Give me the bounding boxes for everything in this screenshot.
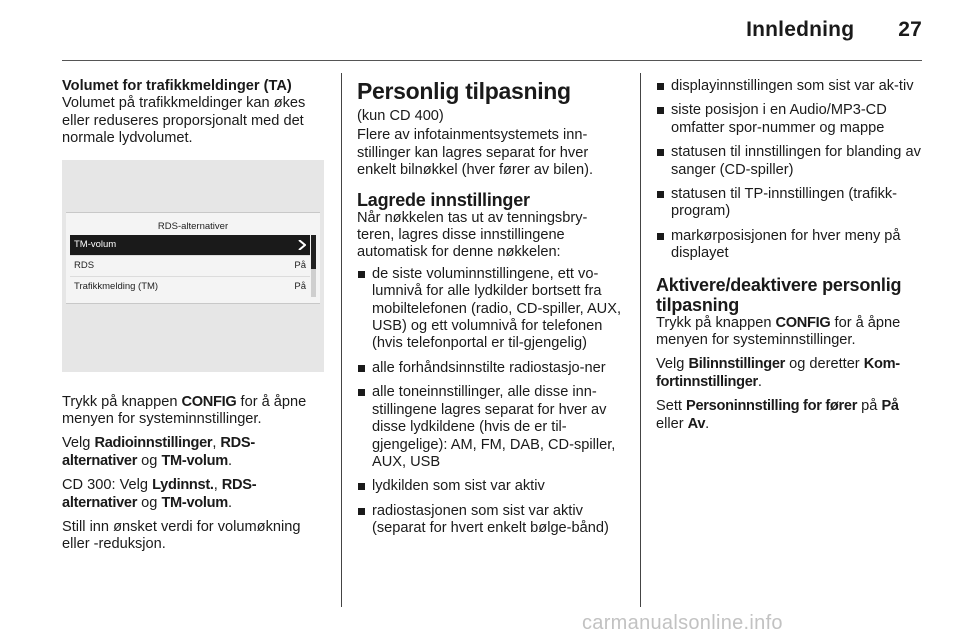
chevron-right-icon	[298, 235, 306, 255]
menu-row-tm-volume[interactable]	[70, 235, 310, 255]
page-header	[746, 18, 922, 42]
column-3	[656, 78, 922, 440]
column-2	[357, 78, 623, 545]
personalization-intro: Flere av infotainmentsystemets inn-stillinger kan lagres separat for hver enkelt bilnøkkel (hver fører av bilen).	[357, 127, 594, 179]
page-number: 27	[898, 18, 922, 41]
list-item: alle toneinnstillinger, alle disse inn-stillingene lagres separat for hver av disse lydkildene (hvis de er til-gjengelige): AM, FM, DAB, CD-spiller, AUX, USB	[357, 384, 623, 471]
rds-menu-title: RDS-alternativer	[157, 220, 229, 232]
menu-row-rds[interactable]	[70, 255, 310, 276]
ta-volume-text: Volumet på trafikkmeldinger kan økes eller reduseres proporsjonalt med det normale lydvolumet.	[62, 95, 306, 147]
rds-screen-figure	[62, 160, 324, 372]
menu-row-value: På	[294, 280, 306, 292]
watermark: carmanualsonline.info	[582, 612, 783, 634]
menu-row-traffic[interactable]	[70, 276, 310, 297]
list-item: lydkilden som sist var aktiv	[357, 478, 623, 495]
config-instruction: Trykk på knappen CONFIG for å åpne menyen for systeminnstillinger.	[656, 314, 901, 349]
config-instruction: Trykk på knappen CONFIG for å åpne menyen for systeminnstillinger.	[62, 393, 307, 428]
config-key: CONFIG	[181, 393, 237, 410]
header-rule	[62, 60, 922, 61]
select-path-instruction: Velg Radioinnstillinger, RDS-alternativer og TM-volum.	[62, 435, 255, 469]
driver-setting-instruction: Sett Personinnstilling for fører på På eller Av.	[656, 398, 899, 432]
menu-row-label: TM-volum	[74, 238, 117, 250]
section-title: Innledning	[746, 18, 855, 41]
list-item: statusen til innstillingen for blanding av sanger (CD-spiller)	[656, 144, 922, 179]
saved-settings-intro: Når nøkkelen tas ut av tenningsbry-teren, lagres disse innstillingene automatisk for denne nøkkelen:	[357, 209, 588, 261]
saved-settings-list-cont	[656, 78, 922, 263]
ta-volume-title: Volumet for trafikkmeldinger (TA)	[62, 78, 292, 94]
list-item: siste posisjon i en Audio/MP3-CD omfatter spor-nummer og mappe	[656, 102, 922, 137]
list-item: statusen til TP-innstillingen (trafikk-program)	[656, 186, 922, 221]
column-1	[62, 78, 326, 561]
menu-row-label: RDS	[74, 259, 95, 271]
list-item: de siste voluminnstillingene, ett vo-lumnivå for alle lydkilder bortsett fra mobiltelefonen (radio, CD-spiller, AUX, USB) og ett volumnivå for telefonen (hvis telefonportal er til-gjengelig)	[357, 266, 623, 353]
menu-row-label: Trafikkmelding (TM)	[74, 280, 159, 292]
rds-menu-screen	[66, 212, 320, 304]
menu-scrollbar[interactable]	[311, 235, 316, 297]
list-item: markørposisjonen for hver meny på displayet	[656, 228, 922, 263]
personalization-heading: Personlig tilpasning	[357, 78, 571, 104]
saved-settings-heading: Lagrede innstillinger	[357, 189, 530, 210]
list-item: displayinnstillingen som sist var ak-tiv	[656, 78, 922, 95]
scroll-thumb[interactable]	[311, 235, 316, 269]
column-divider-1	[341, 73, 342, 607]
set-value-instruction: Still inn ønsket verdi for volumøkning eller -reduksjon.	[62, 519, 301, 553]
cd300-instruction: CD 300: Velg Lydinnst., RDS-alternativer og TM-volum.	[62, 477, 257, 511]
list-item: radiostasjonen som sist var aktiv (separat for hvert enkelt bølge-bånd)	[357, 503, 623, 538]
vehicle-settings-instruction: Velg Bilinnstillinger og deretter Kom-fortinnstillinger.	[656, 356, 900, 390]
rds-menu-list	[70, 235, 310, 297]
column-divider-2	[640, 73, 641, 607]
menu-row-value: På	[294, 259, 306, 271]
cd400-note: (kun CD 400)	[357, 108, 444, 124]
saved-settings-list	[357, 266, 623, 538]
list-item: alle forhåndsinnstilte radiostasjo-ner	[357, 360, 623, 377]
config-key: CONFIG	[775, 314, 831, 331]
toggle-personalization-heading: Aktivere/deaktivere personlig tilpasning	[656, 274, 902, 315]
